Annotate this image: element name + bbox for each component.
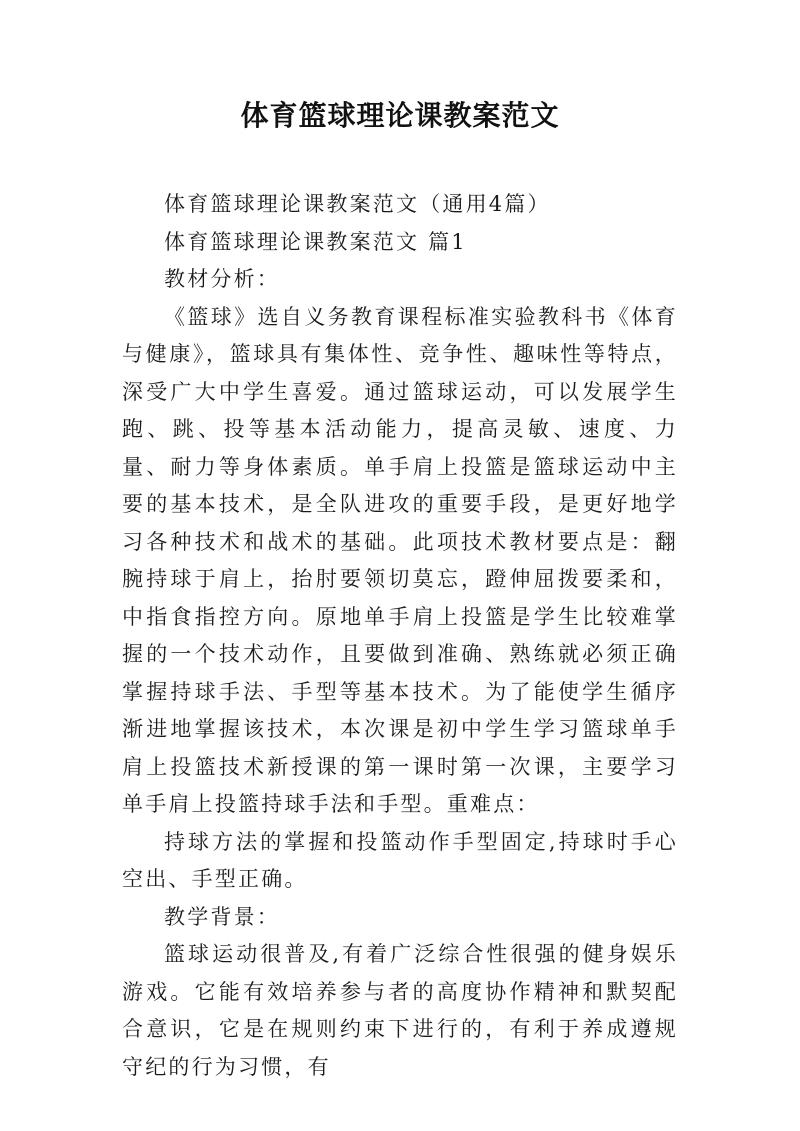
paragraph-background: 篮球运动很普及,有着广泛综合性很强的健身娱乐游戏。它能有效培养参与者的高度协作精神和默契配合意识，它是在规则约束下进行的，有利于养成遵规守纪的行为习惯，有	[122, 942, 678, 1079]
paragraph-key-points: 持球方法的掌握和投篮动作手型固定,持球时手心空出、手型正确。	[122, 829, 678, 891]
paragraph-material-analysis: 《篮球》选自义务教育课程标准实验教科书《体育与健康》，篮球具有集体性、竞争性、趣味性等特点，深受广大中学生喜爱。通过篮球运动，可以发展学生跑、跳、投等基本活动能力，提高灵敏、速度、力量、耐力等身体素质。单手肩上投篮是篮球运动中主要的基本技术，是全队进攻的重要手段，是更好地学习各种技术和战术的基础。此项技术教材要点是：翻腕持球于肩上，抬肘要领切莫忘，蹬伸屈拨要柔和，中指食指控方向。原地单手肩上投篮是学生比较难掌握的一个技术动作，且要做到准确、熟练就必须正确掌握持球手法、手型等基本技术。为了能使学生循序渐进地掌握该技术，本次课是初中学生学习篮球单手肩上投篮技术新授课的第一课时第一次课，主要学习单手肩上投篮持球手法和手型。重难点：	[122, 304, 678, 816]
paragraph-section-heading: 体育篮球理论课教案范文 篇1	[164, 229, 467, 254]
document-title: 体育篮球理论课教案范文	[240, 99, 560, 132]
document-body	[122, 186, 678, 1086]
paragraph-subtitle: 体育篮球理论课教案范文（通用4篇）	[164, 192, 551, 216]
paragraph-material-analysis-label: 教材分析：	[164, 267, 280, 291]
paragraph-background-label: 教学背景：	[164, 904, 280, 929]
